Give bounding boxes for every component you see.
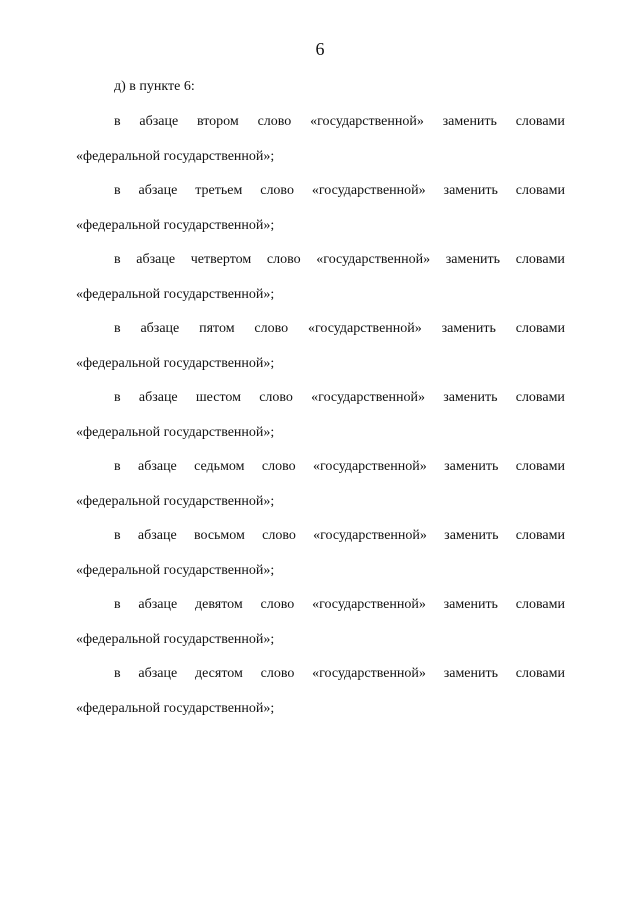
word-slovami: словами (515, 528, 565, 543)
amendment-paragraph (76, 386, 565, 455)
quoted-old-term: «государственной» (313, 528, 427, 543)
amendment-line-2: «федеральной государственной»; (76, 701, 275, 716)
amendment-line-2: «федеральной государственной»; (76, 356, 275, 371)
word-zamenit: заменить (443, 666, 499, 681)
amendment-paragraph (76, 179, 565, 248)
amendment-paragraph (76, 662, 565, 731)
subitem-heading: д) в пункте 6: (114, 79, 195, 94)
amendment-line-1 (76, 248, 565, 283)
word-slovo: слово (260, 597, 295, 612)
amendment-paragraph (76, 317, 565, 386)
page-number: 6 (315, 39, 325, 59)
word-slovo: слово (254, 321, 289, 336)
word-in: в (114, 183, 121, 198)
amendment-line-1 (76, 386, 565, 421)
ordinal-word: девятом (195, 597, 243, 612)
word-zamenit: заменить (442, 114, 497, 129)
quoted-old-term: «государственной» (307, 321, 422, 336)
amendment-line-2: «федеральной государственной»; (76, 287, 275, 302)
ordinal-word: пятом (199, 321, 235, 336)
word-abzatse: абзаце (140, 321, 180, 336)
word-zamenit: заменить (441, 321, 496, 336)
amendment-line-1 (76, 179, 565, 214)
amendment-paragraph (76, 593, 565, 662)
ordinal-word: четвертом (190, 252, 252, 267)
word-zamenit: заменить (443, 390, 498, 405)
quoted-old-term: «государственной» (312, 666, 426, 681)
quoted-old-term: «государственной» (312, 597, 426, 612)
quoted-old-term: «государственной» (316, 252, 431, 267)
word-slovo: слово (257, 114, 292, 129)
amendment-line-1 (76, 455, 565, 490)
amendment-list (76, 110, 565, 731)
word-zamenit: заменить (443, 597, 498, 612)
amendment-line-2: «федеральной государственной»; (76, 632, 275, 647)
amendment-line-1 (76, 662, 565, 697)
quoted-old-term: «государственной» (312, 459, 427, 474)
ordinal-word: шестом (195, 390, 241, 405)
word-slovami: словами (515, 183, 565, 198)
word-slovo: слово (262, 528, 296, 543)
word-slovami: словами (515, 390, 565, 405)
word-slovo: слово (259, 390, 293, 405)
word-abzatse: абзаце (137, 459, 177, 474)
amendment-line-2: «федеральной государственной»; (76, 494, 275, 509)
word-slovami: словами (515, 597, 565, 612)
word-in: в (114, 390, 121, 405)
amendment-line-1 (76, 524, 565, 559)
amendment-line-2: «федеральной государственной»; (76, 149, 275, 164)
word-zamenit: заменить (445, 252, 501, 267)
word-slovami: словами (515, 666, 565, 681)
word-slovo: слово (260, 666, 295, 681)
quoted-old-term: «государственной» (311, 390, 425, 405)
word-zamenit: заменить (444, 528, 499, 543)
document-body (76, 75, 565, 731)
word-abzatse: абзаце (139, 114, 179, 129)
ordinal-word: втором (196, 114, 239, 129)
word-slovo: слово (266, 252, 301, 267)
word-abzatse: абзаце (138, 390, 178, 405)
word-abzatse: абзаце (136, 252, 176, 267)
word-in: в (114, 321, 121, 336)
word-abzatse: абзаце (138, 183, 178, 198)
amendment-line-1 (76, 317, 565, 352)
word-in: в (114, 666, 121, 681)
word-abzatse: абзаце (138, 666, 178, 681)
word-in: в (114, 114, 121, 129)
ordinal-word: третьем (195, 183, 243, 198)
amendment-paragraph (76, 248, 565, 317)
word-slovami: словами (515, 114, 565, 129)
ordinal-word: десятом (194, 666, 243, 681)
word-slovo: слово (261, 459, 296, 474)
quoted-old-term: «государственной» (311, 183, 426, 198)
word-abzatse: абзаце (138, 597, 178, 612)
word-abzatse: абзаце (137, 528, 177, 543)
amendment-line-1 (76, 593, 565, 628)
ordinal-word: седьмом (194, 459, 245, 474)
word-slovami: словами (515, 252, 565, 267)
word-zamenit: заменить (444, 459, 499, 474)
amendment-paragraph (76, 455, 565, 524)
amendment-line-2: «федеральной государственной»; (76, 563, 275, 578)
ordinal-word: восьмом (193, 528, 245, 543)
amendment-paragraph (76, 524, 565, 593)
word-slovami: словами (515, 459, 565, 474)
word-slovami: словами (515, 321, 565, 336)
amendment-line-2: «федеральной государственной»; (76, 218, 275, 233)
word-zamenit: заменить (443, 183, 498, 198)
word-in: в (114, 597, 121, 612)
word-in: в (114, 459, 121, 474)
amendment-line-1 (76, 110, 565, 145)
word-slovo: слово (260, 183, 294, 198)
amendment-paragraph (76, 110, 565, 179)
amendment-line-2: «федеральной государственной»; (76, 425, 275, 440)
word-in: в (114, 528, 121, 543)
word-in: в (114, 252, 121, 267)
quoted-old-term: «государственной» (310, 114, 424, 129)
